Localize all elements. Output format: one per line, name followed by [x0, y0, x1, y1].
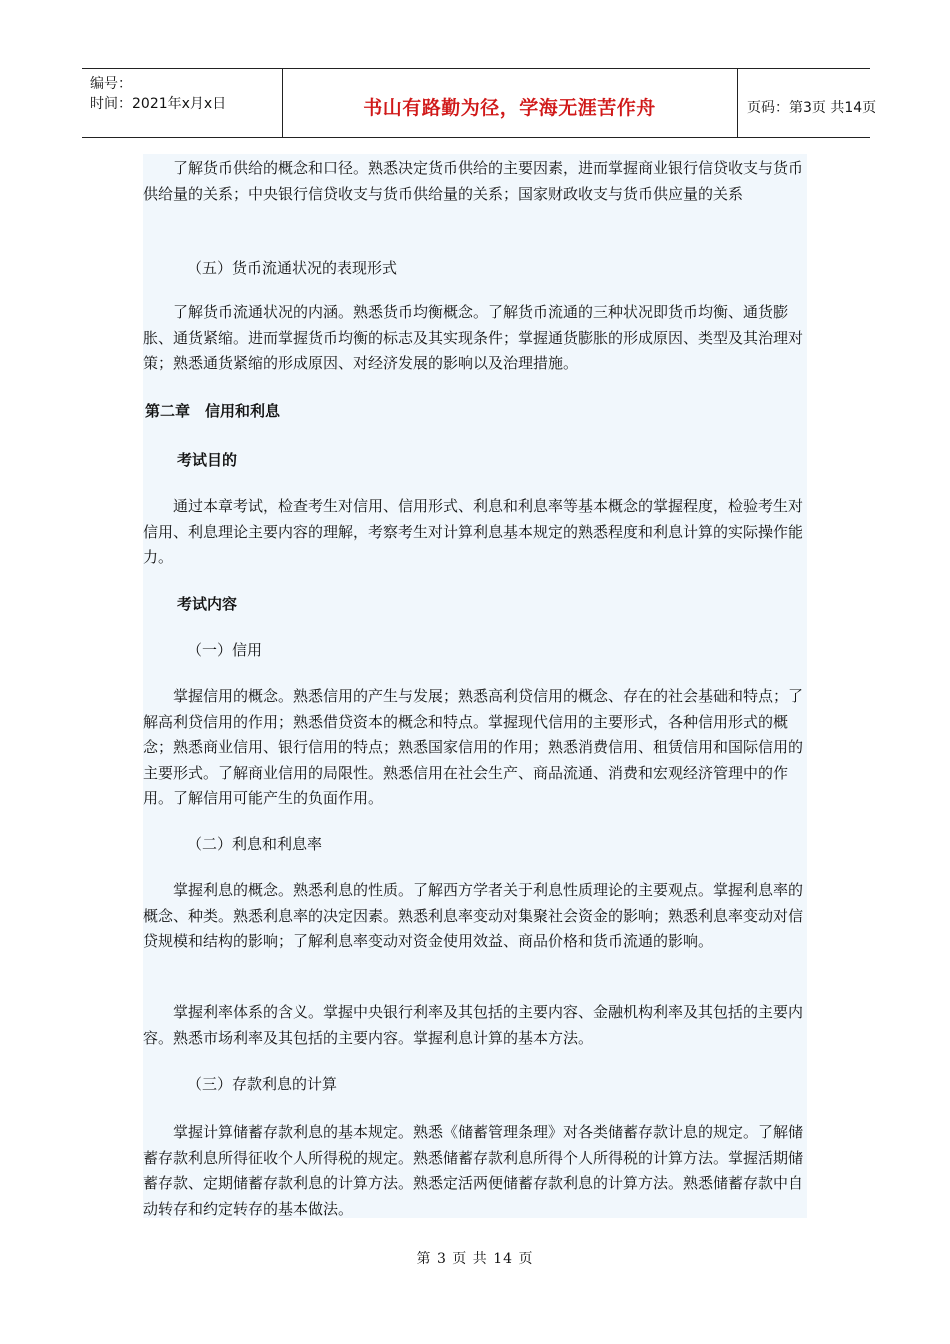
paragraph-interest: 掌握利息的概念。熟悉利息的性质。了解西方学者关于利息性质理论的主要观点。掌握利息率的概念、种类。熟悉利息率的决定因素。熟悉利息率变动对集聚社会资金的影响；熟悉利息率变动对信贷规模和结构的影响；了解利息率变动对资金使用效益、商品价格和货币流通的影响。 — [143, 881, 804, 950]
page-footer: 第 3 页 共 14 页 — [416, 1251, 534, 1267]
header-motto: 书山有路勤为径，学海无涯苦作舟 — [363, 97, 656, 119]
header-page-cell — [737, 69, 877, 137]
paragraph-money-circulation: 了解货币流通状况的内涵。熟悉货币均衡概念。了解货币流通的三种状况即货币均衡、通货膨胀、通货紧缩。进而掌握货币均衡的标志及其实现条件；掌握通货膨胀的形成原因、类型及其治理对策；熟悉通货紧缩的形成原因、对经济发展的影响以及治理措施。 — [143, 303, 804, 372]
section-heading-deposit: （三）存款利息的计算 — [187, 1075, 338, 1093]
doc-date-label: 时间：2021年x月x日 — [90, 96, 227, 112]
heading-exam-goal: 考试目的 — [177, 451, 238, 469]
doc-number-label: 编号： — [90, 76, 132, 92]
header-motto-cell — [282, 69, 738, 137]
paragraph-credit: 掌握信用的概念。熟悉信用的产生与发展；熟悉高利贷信用的概念、存在的社会基础和特点；了解高利贷信用的作用；熟悉借贷资本的概念和特点。掌握现代信用的主要形式，各种信用形式的概念；熟悉商业信用、银行信用的特点；熟悉国家信用的作用；熟悉消费信用、租赁信用和国际信用的主要形式。了解商业信用的局限性。熟悉信用在社会生产、商品流通、消费和宏观经济管理中的作用。了解信用可能产生的负面作用。 — [143, 687, 804, 807]
document-body — [143, 154, 807, 1218]
paragraph-exam-goal: 通过本章考试，检查考生对信用、信用形式、利息和利息率等基本概念的掌握程度，检验考生对信用、利息理论主要内容的理解，考察考生对计算利息基本规定的熟悉程度和利息计算的实际操作能力。 — [143, 497, 804, 566]
section-heading-5: （五）货币流通状况的表现形式 — [187, 259, 398, 277]
page-header — [82, 68, 877, 138]
paragraph-deposit-interest: 掌握计算储蓄存款利息的基本规定。熟悉《储蓄管理条理》对各类储蓄存款计息的规定。了解储蓄存款利息所得征收个人所得税的规定。熟悉储蓄存款利息所得个人所得税的计算方法。掌握活期储蓄存款、定期储蓄存款利息的计算方法。熟悉定活两便储蓄存款利息的计算方法。熟悉储蓄存款中自动转存和约定转存的基本做法。 — [143, 1123, 804, 1218]
header-page-info: 页码：第3页 共14页 — [747, 100, 877, 116]
heading-exam-content: 考试内容 — [177, 595, 238, 613]
header-meta-cell — [82, 69, 283, 137]
section-heading-interest: （二）利息和利息率 — [187, 835, 323, 853]
section-heading-credit: （一）信用 — [187, 641, 263, 659]
paragraph-money-supply: 了解货币供给的概念和口径。熟悉决定货币供给的主要因素，进而掌握商业银行信贷收支与货币供给量的关系；中央银行信贷收支与货币供给量的关系；国家财政收支与货币供应量的关系 — [143, 159, 804, 203]
paragraph-interest-rate-system: 掌握利率体系的含义。掌握中央银行利率及其包括的主要内容、金融机构利率及其包括的主要内容。熟悉市场利率及其包括的主要内容。掌握利息计算的基本方法。 — [143, 1003, 804, 1047]
chapter-title: 第二章 信用和利息 — [145, 402, 281, 420]
